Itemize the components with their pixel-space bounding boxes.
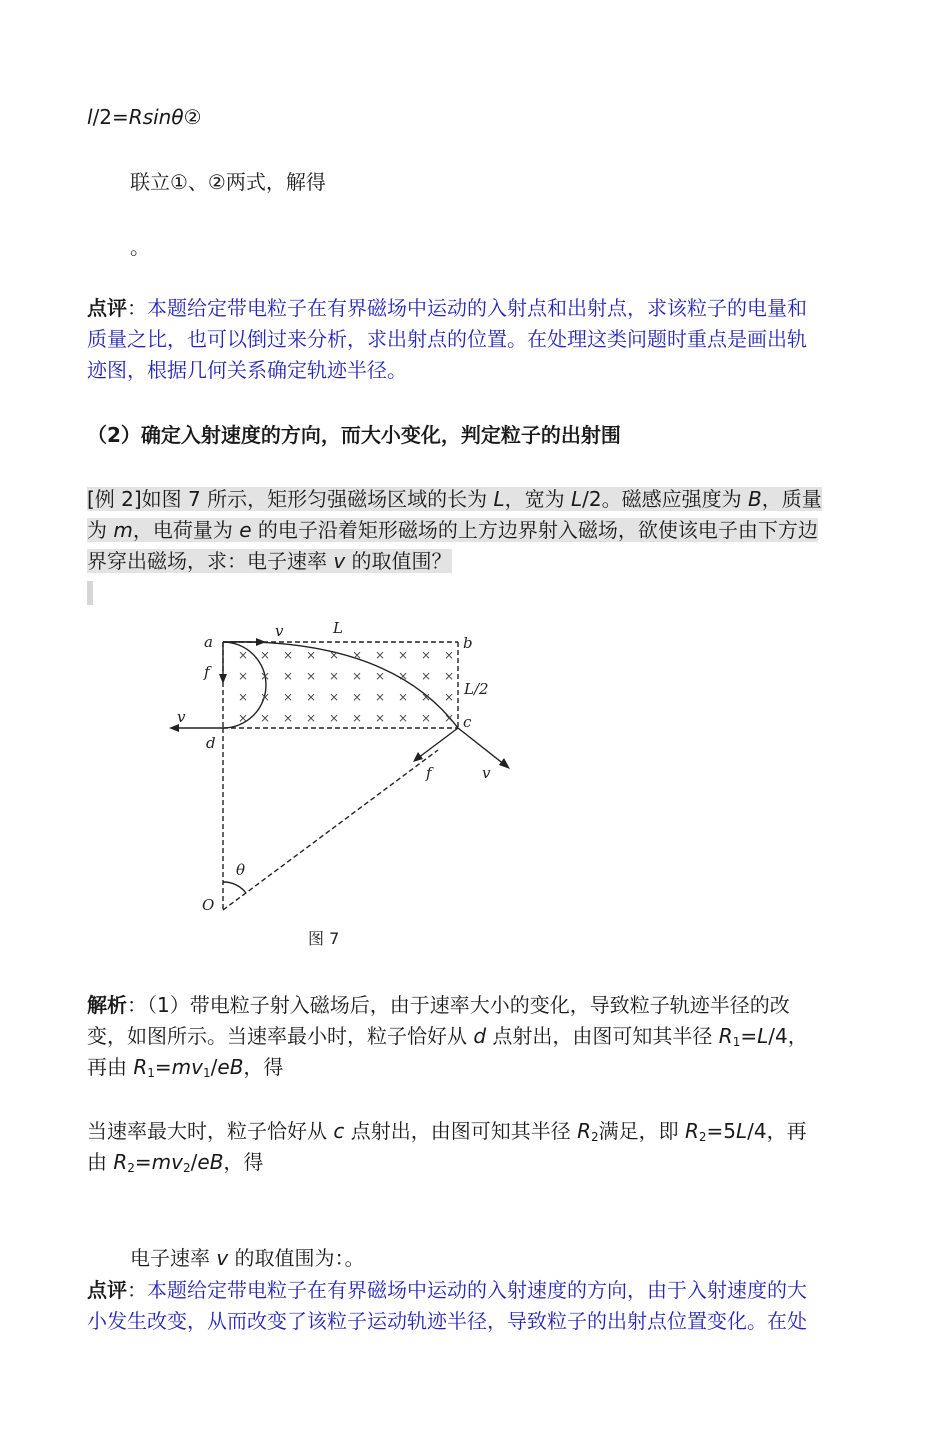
label-d: d bbox=[206, 734, 216, 752]
velocity-arrow-c bbox=[458, 728, 505, 765]
field-cross: × bbox=[306, 711, 317, 725]
label-O: O bbox=[202, 896, 215, 914]
magnetic-field-crosses bbox=[238, 648, 454, 725]
field-cross: × bbox=[352, 669, 363, 683]
field-cross: × bbox=[283, 669, 294, 683]
field-cross: × bbox=[238, 690, 249, 704]
comment2-line2: 小发生改变，从而改变了该粒子运动轨迹半径，导致粒子的出射点位置变化。在处 bbox=[87, 1309, 807, 1333]
field-cross: × bbox=[352, 690, 363, 704]
comment1-line3: 迹图，根据几何关系确定轨迹半径。 bbox=[87, 358, 407, 382]
formula-line: l/2=Rsinθ② bbox=[87, 105, 202, 129]
field-cross: × bbox=[329, 690, 340, 704]
field-cross: × bbox=[283, 648, 294, 662]
theta-arc bbox=[223, 882, 246, 893]
field-cross: × bbox=[421, 669, 432, 683]
field-cross: × bbox=[238, 669, 249, 683]
field-cross: × bbox=[306, 690, 317, 704]
comment2-line1: 点评：本题给定带电粒子在有界磁场中运动的入射速度的方向，由于入射速度的大 bbox=[87, 1278, 807, 1302]
field-cross: × bbox=[421, 690, 432, 704]
field-cross: × bbox=[238, 648, 249, 662]
label-v-d: v bbox=[177, 708, 186, 726]
radius-line-oc bbox=[223, 750, 438, 910]
label-v-a: v bbox=[275, 622, 284, 640]
label-f-c: f bbox=[426, 764, 432, 782]
field-cross: × bbox=[375, 669, 386, 683]
field-cross: × bbox=[375, 711, 386, 725]
label-theta: θ bbox=[236, 861, 246, 879]
comment1-line1: 点评：本题给定带电粒子在有界磁场中运动的入射点和出射点，求该粒子的电量和 bbox=[87, 296, 807, 320]
field-cross: × bbox=[375, 648, 386, 662]
label-c: c bbox=[463, 713, 472, 731]
solve-line: 联立①、②两式，解得 bbox=[130, 170, 326, 194]
label-a: a bbox=[204, 633, 213, 651]
field-cross: × bbox=[398, 669, 409, 683]
field-cross: × bbox=[352, 711, 363, 725]
field-cross: × bbox=[329, 648, 340, 662]
field-cross: × bbox=[260, 711, 271, 725]
field-cross: × bbox=[352, 648, 363, 662]
range-line: 电子速率 v 的取值围为：。 bbox=[130, 1246, 365, 1270]
field-cross: × bbox=[283, 690, 294, 704]
field-cross: × bbox=[421, 711, 432, 725]
field-cross: × bbox=[444, 690, 455, 704]
field-cross: × bbox=[444, 648, 455, 662]
example2-line2: 为 m，电荷量为 e 的电子沿着矩形磁场的上方边界射入磁场，欲使该电子由下方边 bbox=[87, 518, 818, 542]
field-cross: × bbox=[444, 711, 455, 725]
figure-caption: 图 7 bbox=[308, 929, 340, 948]
max-case-line1: 当速率最大时，粒子恰好从 c 点射出，由图可知其半径 $R_2$满足，即 $R_2=5L/4$，再 bbox=[87, 1119, 807, 1144]
label-b: b bbox=[463, 634, 473, 652]
field-cross: × bbox=[444, 669, 455, 683]
figure-7-diagram bbox=[160, 610, 530, 950]
label-L-half: L/2 bbox=[464, 680, 489, 698]
analysis-line3: 再由 $R_1=mv_1/eB$，得 bbox=[87, 1055, 284, 1080]
highlight-cursor-bar bbox=[87, 581, 93, 605]
label-L: L bbox=[333, 619, 343, 637]
field-cross: × bbox=[398, 711, 409, 725]
field-cross: × bbox=[398, 690, 409, 704]
analysis-line1: 解析：（1）带电粒子射入磁场后，由于速率大小的变化，导致粒子轨迹半径的改 bbox=[87, 993, 790, 1017]
field-cross: × bbox=[260, 648, 271, 662]
field-cross: × bbox=[306, 669, 317, 683]
field-cross: × bbox=[306, 648, 317, 662]
field-cross: × bbox=[283, 711, 294, 725]
field-cross: × bbox=[329, 669, 340, 683]
field-cross: × bbox=[329, 711, 340, 725]
example2-line1: [例 2]如图 7 所示，矩形匀强磁场区域的长为 L，宽为 L/2。磁感应强度为 B，质量 bbox=[87, 487, 822, 511]
field-cross: × bbox=[260, 669, 271, 683]
analysis-line2: 变，如图所示。当速率最小时，粒子恰好从 d 点射出，由图可知其半径 $R_1=L/4$， bbox=[87, 1024, 808, 1049]
force-arrow-c bbox=[418, 728, 458, 758]
period-line: 。 bbox=[130, 235, 150, 259]
field-cross: × bbox=[375, 690, 386, 704]
label-f-a: f bbox=[204, 663, 210, 681]
field-cross: × bbox=[398, 648, 409, 662]
field-cross: × bbox=[238, 711, 249, 725]
max-case-line2: 由 $R_2=mv_2/eB$，得 bbox=[87, 1150, 264, 1175]
field-cross: × bbox=[421, 648, 432, 662]
section-heading: （2）确定入射速度的方向，而大小变化，判定粒子的出射围 bbox=[87, 423, 621, 447]
field-cross: × bbox=[260, 690, 271, 704]
comment1-line2: 质量之比，也可以倒过来分析，求出射点的位置。在处理这类问题时重点是画出轨 bbox=[87, 327, 807, 351]
label-v-c: v bbox=[482, 764, 491, 782]
example2-line3: 界穿出磁场，求：电子速率 v 的取值围？ bbox=[87, 549, 452, 573]
